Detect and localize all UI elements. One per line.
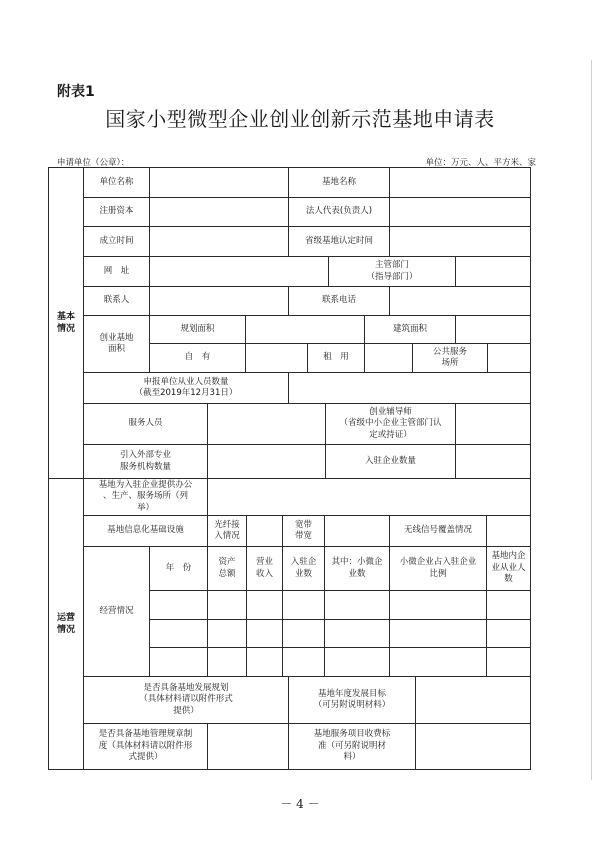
wireless-field[interactable] (486, 515, 531, 547)
built-area-field[interactable] (455, 315, 531, 344)
mentors-field[interactable] (455, 403, 531, 445)
fee-standard-field[interactable] (415, 723, 531, 770)
planned-area-label: 规划面积 (149, 315, 246, 344)
business-cell[interactable] (324, 619, 390, 648)
business-label: 经营情况 (83, 546, 150, 677)
phone-label: 联系电话 (288, 286, 390, 316)
reg-capital-label: 注册资本 (83, 197, 150, 227)
annual-goal-field[interactable] (415, 676, 531, 724)
mentors-label: 创业辅导师 （省级中小企业主管部门认 定或持证） (325, 403, 456, 445)
applicant-label: 申请单位（公章）： (57, 158, 130, 168)
owned-field[interactable] (245, 343, 308, 373)
business-cell[interactable] (389, 619, 487, 648)
phone-field[interactable] (389, 286, 531, 316)
service-staff-field[interactable] (207, 403, 326, 445)
business-cell[interactable] (486, 590, 531, 620)
business-cell[interactable] (282, 590, 325, 620)
competent-dept-field[interactable] (455, 256, 531, 287)
business-cell[interactable] (207, 647, 247, 677)
built-area-label: 建筑面积 (364, 315, 456, 344)
col-small-micro: 其中：小微企 业数 (324, 546, 390, 591)
reg-capital-field[interactable] (149, 197, 289, 227)
col-ratio: 小微企业占入驻企业 比例 (389, 546, 487, 591)
est-time-label: 成立时间 (83, 226, 150, 257)
page-edge-line (591, 60, 592, 780)
business-cell[interactable] (324, 590, 390, 620)
bandwidth-label: 宽带 带宽 (282, 515, 325, 547)
resident-count-field[interactable] (455, 444, 531, 479)
contact-label: 联系人 (83, 286, 150, 316)
business-cell[interactable] (207, 619, 247, 648)
business-cell[interactable] (282, 619, 325, 648)
public-service-area-field[interactable] (487, 343, 531, 373)
business-cell[interactable] (149, 619, 208, 648)
it-infra-label: 基地信息化基础设施 (83, 515, 208, 547)
page-number: － 4 － (280, 797, 320, 811)
prov-cert-time-label: 省级基地认定时间 (288, 226, 390, 257)
business-cell[interactable] (282, 647, 325, 677)
business-cell[interactable] (486, 647, 531, 677)
website-label: 网 址 (83, 256, 150, 287)
legal-rep-label: 法人代表(负责人) (288, 197, 390, 227)
area-label: 创业基地 面积 (83, 315, 150, 373)
competent-dept-label: 主管部门 （指导部门） (328, 256, 456, 287)
prov-cert-time-field[interactable] (389, 226, 531, 257)
business-cell[interactable] (389, 590, 487, 620)
employees-field[interactable] (288, 372, 531, 404)
section-basic-label: 基本 情况 (48, 167, 84, 479)
col-assets: 资产 总额 (207, 546, 247, 591)
public-service-area-label: 公共服务 场所 (412, 343, 488, 373)
col-revenue: 营业 收入 (246, 546, 283, 591)
business-cell[interactable] (207, 590, 247, 620)
bandwidth-field[interactable] (324, 515, 390, 547)
annual-goal-label: 基地年度发展目标 （可另附说明材料） (288, 676, 416, 724)
col-year: 年 份 (149, 546, 208, 591)
wireless-label: 无线信号覆盖情况 (389, 515, 487, 547)
attachment-label: 附表1 (57, 84, 95, 100)
business-cell[interactable] (246, 590, 283, 620)
base-name-label: 基地名称 (288, 167, 390, 198)
office-space-field[interactable] (207, 478, 531, 516)
fiber-field[interactable] (246, 515, 283, 547)
owned-label: 自 有 (149, 343, 246, 373)
business-cell[interactable] (324, 647, 390, 677)
external-orgs-field[interactable] (207, 444, 326, 479)
section-operation-label: 运营 情况 (48, 478, 84, 770)
rented-field[interactable] (364, 343, 413, 373)
fiber-label: 光纤接 入情况 (207, 515, 247, 547)
unit-name-field[interactable] (149, 167, 289, 198)
legal-rep-field[interactable] (389, 197, 531, 227)
office-space-label: 基地为入驻企业提供办公 、生产、服务场所（列 举） (83, 478, 208, 516)
units-note: 单位：万元、人、平方米、家 (425, 158, 536, 168)
base-name-field[interactable] (389, 167, 531, 198)
external-orgs-label: 引入外部专业 服务机构数量 (83, 444, 208, 479)
business-cell[interactable] (246, 647, 283, 677)
planned-area-field[interactable] (245, 315, 365, 344)
service-staff-label: 服务人员 (83, 403, 208, 445)
business-cell[interactable] (149, 590, 208, 620)
business-cell[interactable] (389, 647, 487, 677)
col-resident-firms: 入驻企 业数 (282, 546, 325, 591)
contact-field[interactable] (149, 286, 289, 316)
resident-count-label: 入驻企业数量 (325, 444, 456, 479)
mgmt-rules-label: 是否具备基地管理规章制 度（具体材料请以附件形 式提供） (83, 723, 208, 770)
business-cell[interactable] (486, 619, 531, 648)
rented-label: 租 用 (307, 343, 365, 373)
fee-standard-label: 基地服务项目收费标 准（可另附说明材 料） (288, 723, 416, 770)
mgmt-rules-field[interactable] (207, 723, 289, 770)
employees-label: 申报单位从业人员数量 （截至2019年12月31日） (83, 372, 289, 404)
col-employees: 基地内企 业从业人 数 (486, 546, 531, 591)
website-field[interactable] (149, 256, 329, 287)
unit-name-label: 单位名称 (83, 167, 150, 198)
dev-plan-label: 是否具备基地发展规划 （具体材料请以附件形式 提供） (83, 676, 289, 724)
business-cell[interactable] (246, 619, 283, 648)
form-title: 国家小型微型企业创业创新示范基地申请表 (105, 107, 495, 131)
est-time-field[interactable] (149, 226, 289, 257)
business-cell[interactable] (149, 647, 208, 677)
